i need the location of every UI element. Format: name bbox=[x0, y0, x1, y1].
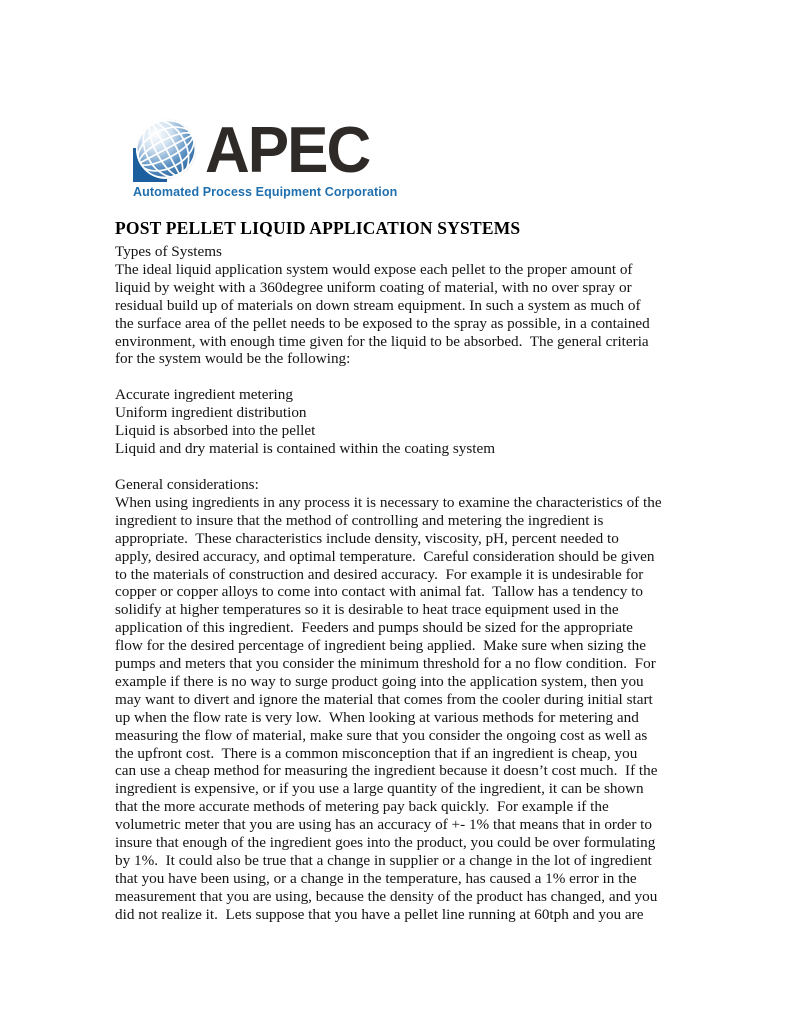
paragraph: General considerations: When using ingredients in any process it is necessary to examine the characteristics of the ingredient to insure that the method of controlling and metering the ingredient is appropriate. These characteristics include density, viscosity, pH, percent needed to apply, desired accuracy, and optimal temperature. Careful consideration should be given to the materials of construction and desired accuracy. For example it is undesirable for copper or copper alloys to come into contact with animal fat. Tallow has a tendency to solidify at higher temperatures so it is desirable to heat trace equipment used in the application of this ingredient. Feeders and pumps should be sized for the appropriate flow for the desired percentage of ingredient being applied. Make sure when sizing the pumps and meters that you consider the minimum threshold for a no flow condition. For example if there is no way to surge product going into the application system, then you may want to divert and ignore the material that comes from the cooler during initial start up when the flow rate is very low. When looking at various methods for metering and measuring the flow of material, make sure that you consider the ongoing cost as well as the upfront cost. There is a common misconception that if an ingredient is cheap, you can use a cheap method for measuring the ingredient because it doesn’t cost much. If the ingredient is expensive, or if you use a large quantity of the ingredient, it can be shown that the more accurate methods of metering pay back quickly. For example if the volumetric meter that you are using has an accuracy of +- 1% that means that in order to insure that enough of the ingredient goes into the product, you could be over formulating by 1%. It could also be true that a change in supplier or a change in the lot of ingredient that you have been using, or a change in the temperature, has caused a 1% error in the measurement that you are using, because the density of the product has changed, and you did not realize it. Lets suppose that you have a pellet line running at 60tph and you are bbox=[115, 475, 662, 923]
logo-tagline: Automated Process Equipment Corporation bbox=[133, 185, 398, 199]
page-title: POST PELLET LIQUID APPLICATION SYSTEMS bbox=[115, 217, 521, 238]
document-body bbox=[115, 243, 695, 942]
apec-logo bbox=[133, 116, 397, 199]
globe-grid-icon bbox=[133, 116, 199, 184]
logo-brand-text: APEC bbox=[205, 114, 370, 187]
criteria-list: Accurate ingredient metering Uniform ingredient distribution Liquid is absorbed into the pellet Liquid and dry material is contained within the coating system bbox=[115, 386, 496, 458]
paragraph: Types of Systems The ideal liquid application system would expose each pellet to the proper amount of liquid by weight with a 360degree uniform coating of material, with no over spray or residual build up of materials on down stream equipment. In such a system as much of the surface area of the pellet needs to be exposed to the spray as possible, in a contained environment, with enough time given for the liquid to be absorbed. The general criteria for the system would be the following: bbox=[115, 243, 650, 368]
document-blocks bbox=[115, 243, 695, 924]
